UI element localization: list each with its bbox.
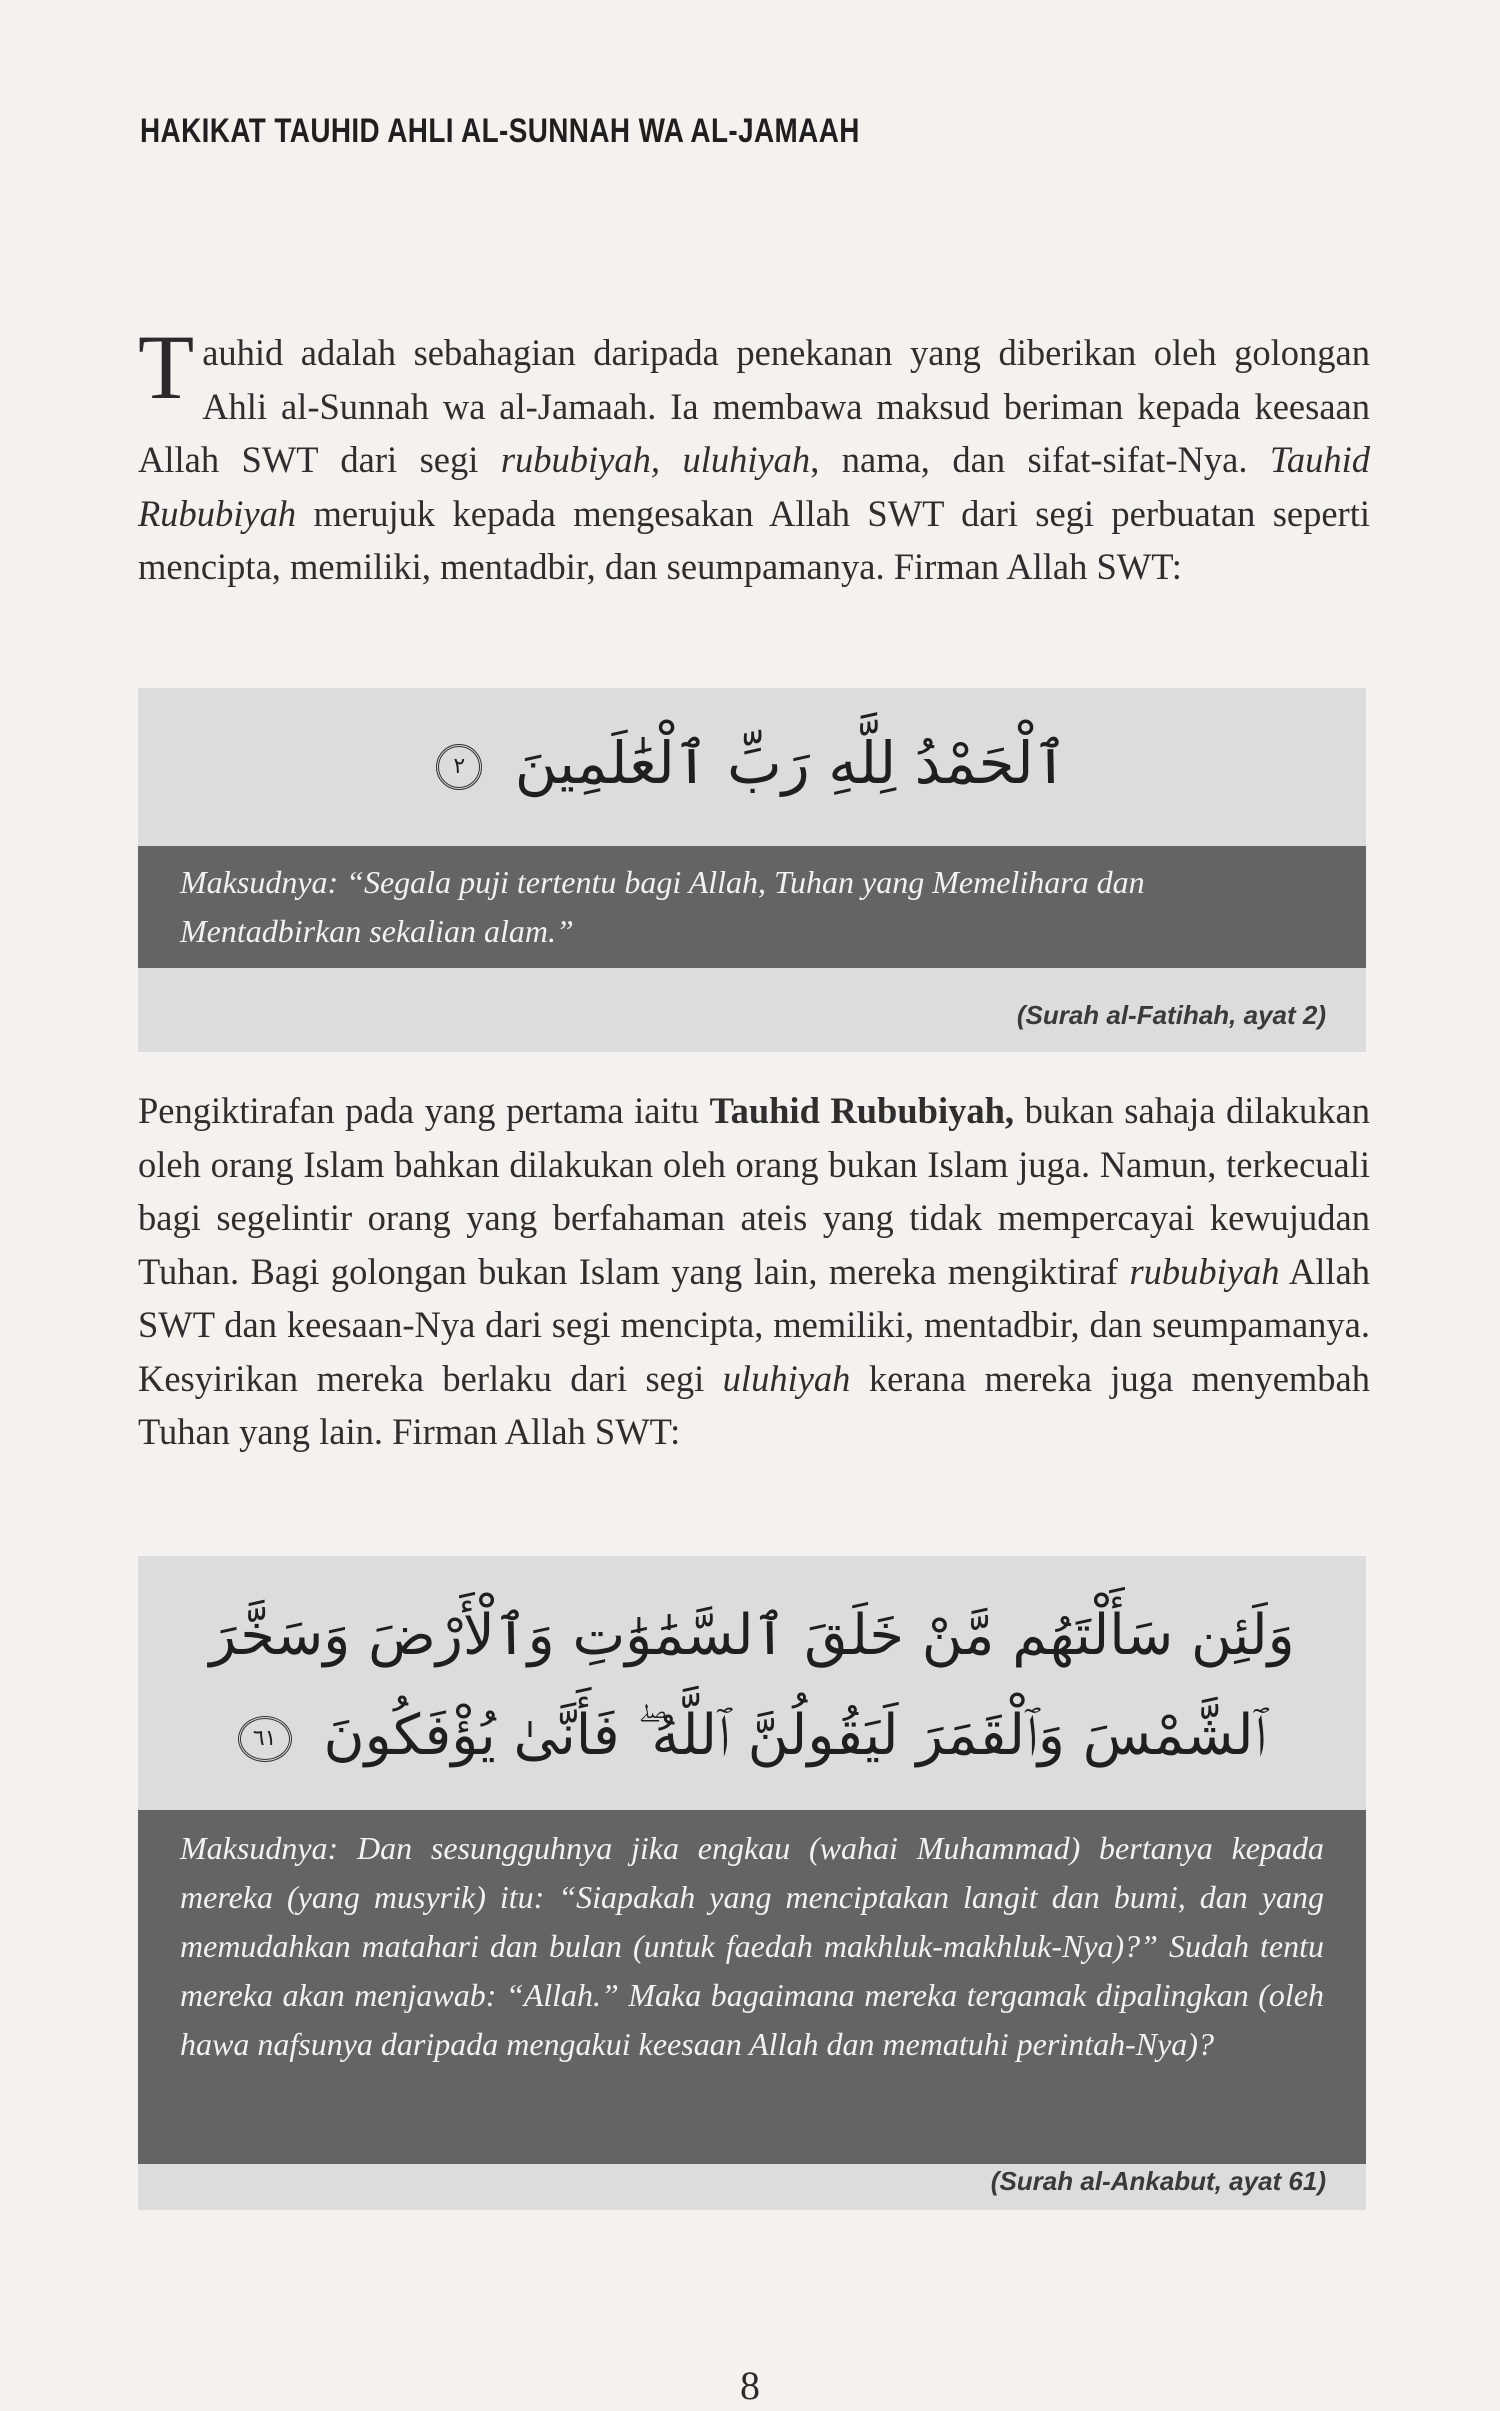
text-run: bukan sahaja dilakukan oleh orang Islam bahkan dilakukan oleh orang bukan Islam juga. Namun, terkecuali bagi segelintir orang yang berfahaman ateis yang tidak mempercayai kewujudan Tuhan. Bagi golongan bukan Islam yang lain, mereka mengiktiraf bbox=[138, 1090, 1370, 1292]
italic-term: rububiyah, uluhiyah bbox=[500, 439, 811, 480]
page-number: 8 bbox=[740, 2363, 760, 2408]
text-run: Pengiktirafan pada yang pertama iaitu bbox=[138, 1090, 710, 1131]
text-run: , nama, dan sifat-sifat-Nya. bbox=[810, 439, 1270, 480]
arabic-verse bbox=[138, 718, 1366, 808]
arabic-verse-line-2 bbox=[138, 1686, 1366, 1786]
arabic-verse-line-1: وَلَئِن سَأَلْتَهُم مَّنْ خَلَقَ ٱلسَّمَٰوَٰتِ وَٱلْأَرْضَ وَسَخَّرَ bbox=[209, 1603, 1295, 1668]
text-run: merujuk kepada mengesakan Allah SWT dari segi perbuatan seperti mencipta, memiliki, mentadbir, dan seumpamanya. Firman Allah SWT: bbox=[138, 492, 1370, 587]
translation-text: Maksudnya: Dan sesungguhnya jika engkau (wahai Muhammad) bertanya kepada mereka (yang musyrik) itu: “Siapakah yang menciptakan langit dan bumi, dan yang memudahkan matahari dan bulan (untuk faedah makhluk-makhluk-Nya)?” Sudah tentu mereka akan menjawab: “Allah.” Maka bagaimana mereka tergamak dipalingkan (oleh hawa nafsunya daripada mengakui keesaan Allah dan mematuhi perintah-Nya)? bbox=[180, 1830, 1324, 2062]
running-head: HAKIKAT TAUHID AHLI AL-SUNNAH WA AL-JAMAAH bbox=[140, 112, 860, 150]
translation-band bbox=[138, 1810, 1366, 2164]
verse-reference: (Surah al-Ankabut, ayat 61) bbox=[990, 2166, 1326, 2196]
drop-cap: T bbox=[138, 316, 195, 418]
text-run: Allah SWT dan keesaan-Nya dari segi mencipta, memiliki, mentadbir, dan seumpamanya. Kesyirikan mereka berlaku dari segi bbox=[138, 1250, 1371, 1399]
quran-verse-box-ankabut bbox=[138, 1556, 1366, 2210]
translation-text: Maksudnya: “Segala puji tertentu bagi Allah, Tuhan yang Memelihara dan Mentadbirkan sekalian alam.” bbox=[180, 864, 1145, 949]
italic-term: rububiyah bbox=[1129, 1250, 1280, 1292]
text-run: kerana mereka juga menyembah Tuhan yang lain. Firman Allah SWT: bbox=[138, 1357, 1370, 1452]
bold-term: Tauhid Rububiyah, bbox=[709, 1090, 1015, 1131]
paragraph-rububiyah bbox=[138, 1084, 1370, 1459]
ayah-number-mark: ٢ bbox=[436, 744, 482, 790]
paragraph-intro bbox=[138, 316, 1370, 594]
text-run: auhid adalah sebahagian daripada penekanan yang diberikan oleh golongan Ahli al-Sunnah wa al-Jamaah. Ia membawa maksud beriman kepada keesaan Allah SWT dari segi bbox=[138, 332, 1370, 480]
translation-band bbox=[138, 846, 1366, 968]
ayah-number-mark: ٦١ bbox=[238, 1716, 292, 1762]
italic-term: Tauhid Rububiyah bbox=[138, 439, 1370, 534]
arabic-verse-text: ٱلْحَمْدُ لِلَّهِ رَبِّ ٱلْعَٰلَمِينَ bbox=[514, 729, 1068, 797]
italic-term: uluhiyah bbox=[722, 1357, 851, 1399]
quran-verse-box-fatihah bbox=[138, 688, 1366, 1052]
arabic-verse bbox=[138, 1586, 1366, 1786]
verse-reference: (Surah al-Fatihah, ayat 2) bbox=[1016, 1000, 1326, 1030]
arabic-verse-text: ٱلشَّمْسَ وَٱلْقَمَرَ لَيَقُولُنَّ ٱللَّهُ ۖ فَأَنَّىٰ يُؤْفَكُونَ bbox=[323, 1703, 1267, 1768]
